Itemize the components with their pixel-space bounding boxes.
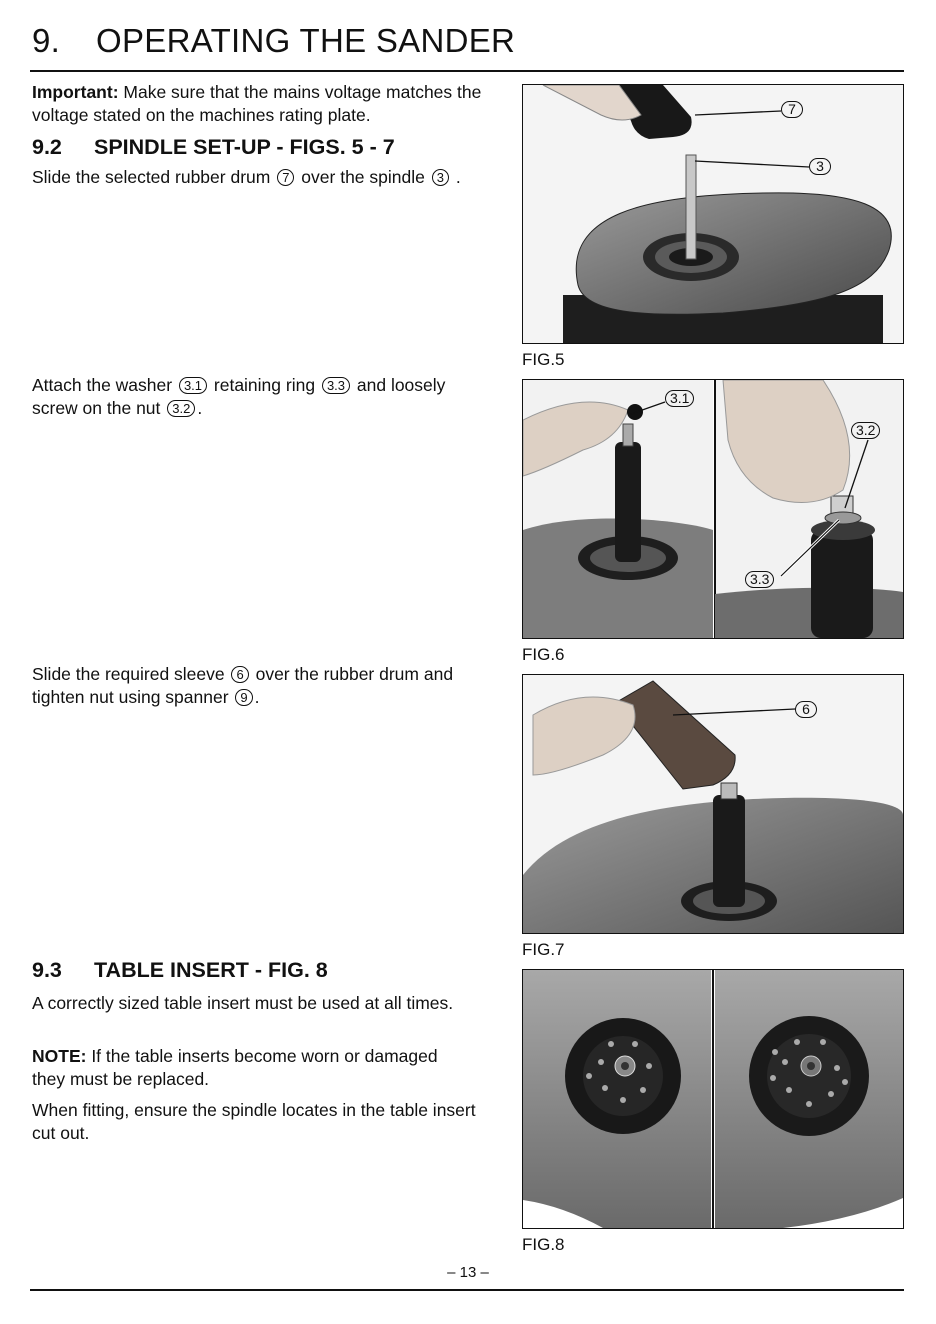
ref-badge: 3.2 (167, 400, 195, 417)
insert-paragraph-3: When fitting, ensure the spindle locates in the table insert cut out. (32, 1100, 476, 1143)
heading-9-2-text: SPINDLE SET-UP - FIGS. 5 - 7 (94, 135, 395, 159)
spindle-step-1 (32, 166, 462, 189)
callout-3-3: 3.3 (745, 571, 774, 588)
heading-9-3-text: TABLE INSERT - FIG. 8 (94, 958, 328, 982)
figure-6 (522, 379, 904, 639)
step-3-text-c: . (254, 687, 260, 707)
step-1-text-b: over the spindle (296, 167, 430, 187)
page-title (32, 22, 515, 60)
section-number: 9. (32, 22, 61, 59)
figure-7-illustration (523, 675, 903, 933)
important-text: Make sure that the mains voltage matches the voltage stated on the machines rating plate. (32, 82, 482, 125)
important-paragraph (32, 81, 502, 127)
step-2-text-c: and loosely screw on the nut (32, 375, 446, 418)
step-3-text-a: Slide the required sleeve (32, 664, 230, 684)
title-rule (30, 70, 904, 72)
callout-3-1: 3.1 (665, 390, 694, 407)
ref-badge: 6 (231, 666, 248, 683)
insert-note (32, 1045, 452, 1091)
figure-6-illustration (523, 380, 903, 638)
footer-rule (30, 1289, 904, 1291)
insert-paragraph-1: A correctly sized table insert must be used at all times. (32, 993, 454, 1013)
note-label: NOTE: (32, 1046, 87, 1066)
figure-8-illustration (523, 970, 903, 1228)
step-1-text-a: Slide the selected rubber drum (32, 167, 276, 187)
step-2-text-b: retaining ring (209, 375, 320, 395)
ref-badge: 3.1 (179, 377, 207, 394)
figure-5 (522, 84, 904, 344)
ref-badge: 7 (277, 169, 294, 186)
spindle-step-2 (32, 374, 462, 420)
heading-9-3 (32, 958, 328, 983)
note-text: If the table inserts become worn or damaged they must be replaced. (32, 1046, 438, 1089)
figure-7 (522, 674, 904, 934)
step-2-text-d: . (197, 398, 203, 418)
callout-3: 3 (809, 158, 831, 175)
ref-badge: 9 (235, 689, 252, 706)
step-3-text-b: over the rubber drum and tighten nut using spanner (32, 664, 454, 707)
heading-9-3-number: 9.3 (32, 958, 62, 982)
important-label: Important: (32, 82, 119, 102)
figure-5-illustration (523, 85, 903, 343)
ref-badge: 3.3 (322, 377, 350, 394)
figure-8 (522, 969, 904, 1229)
fig7-caption: FIG.7 (522, 940, 565, 959)
callout-3-2: 3.2 (851, 422, 880, 439)
step-1-text-c: . (450, 167, 461, 187)
fig8-caption: FIG.8 (522, 1235, 565, 1254)
section-title: OPERATING THE SANDER (96, 22, 516, 59)
heading-9-2-number: 9.2 (32, 135, 62, 159)
page-number: – 13 – (447, 1264, 489, 1281)
step-2-text-a: Attach the washer (32, 375, 177, 395)
callout-6: 6 (795, 701, 817, 718)
ref-badge: 3 (432, 169, 449, 186)
heading-9-2 (32, 135, 395, 160)
spindle-step-3 (32, 663, 502, 709)
fig6-caption: FIG.6 (522, 645, 565, 664)
callout-7: 7 (781, 101, 803, 118)
fig5-caption: FIG.5 (522, 350, 565, 369)
